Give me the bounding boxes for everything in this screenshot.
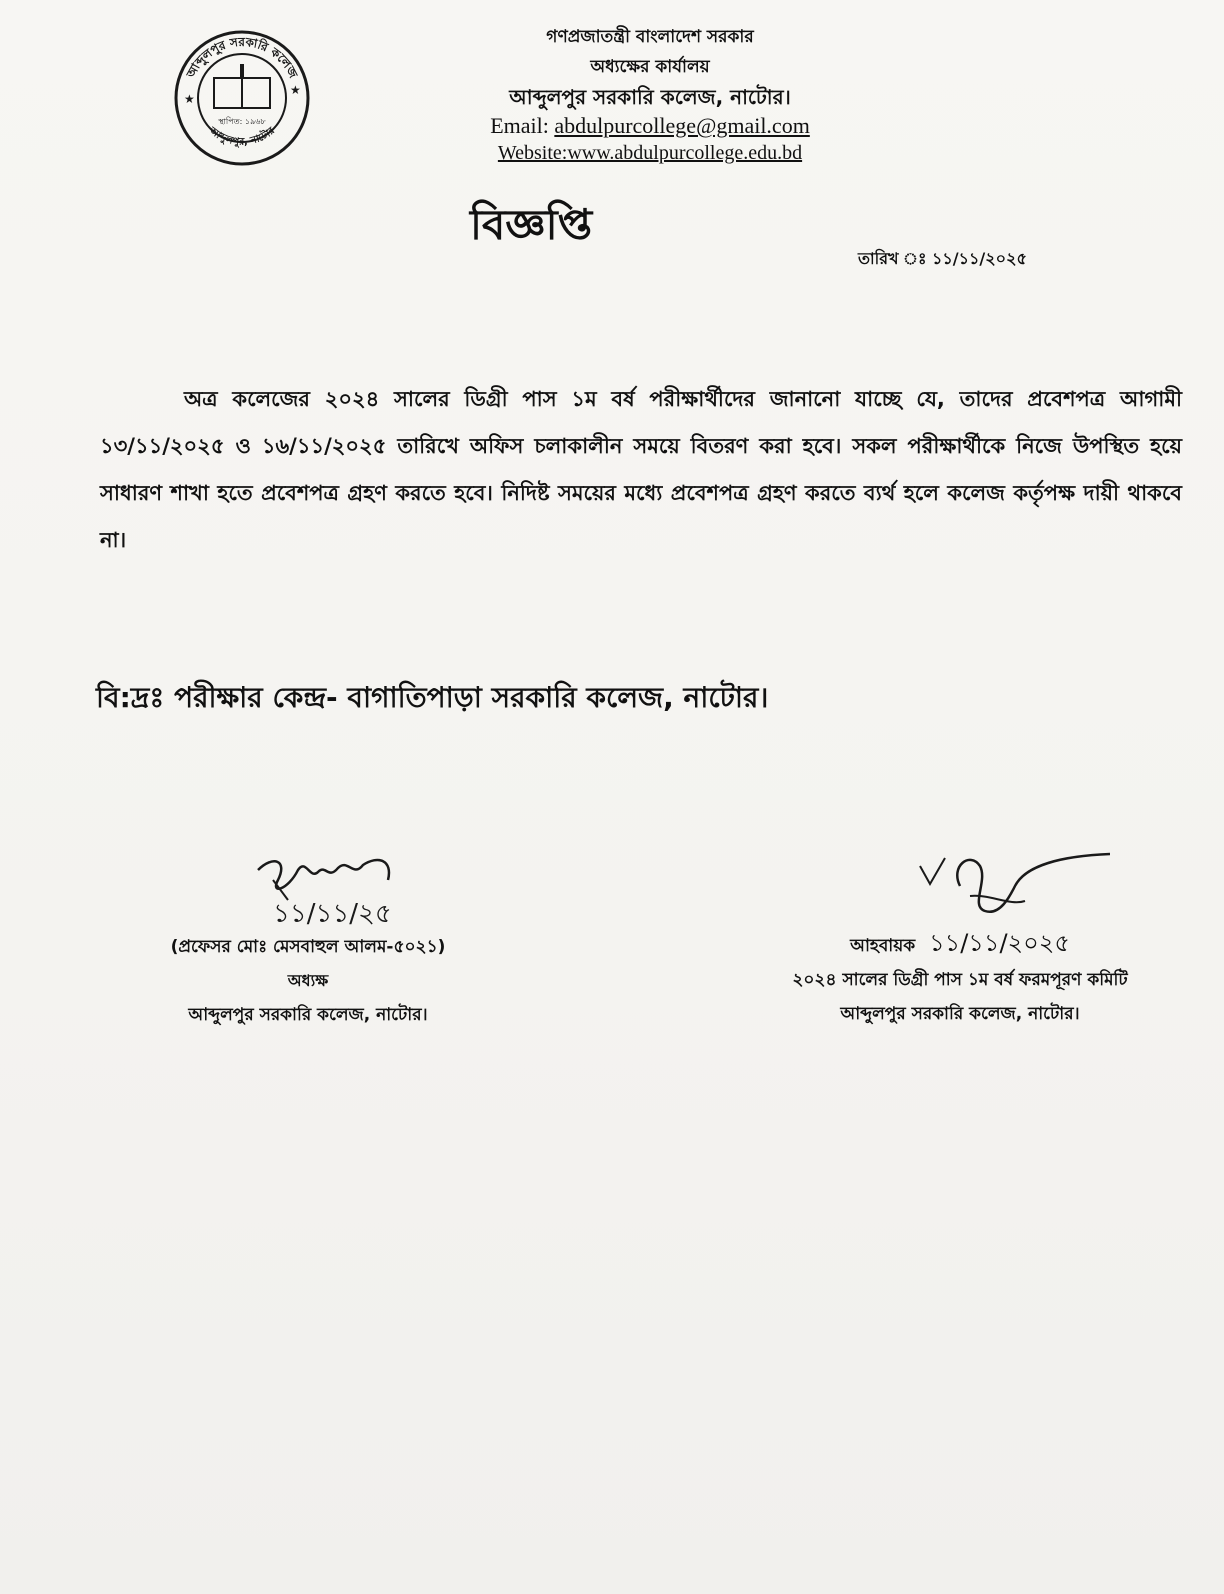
college-seal-icon bbox=[172, 28, 312, 168]
convener-org: আব্দুলপুর সরকারি কলেজ, নাটোর। bbox=[840, 1004, 1080, 1024]
email-label: Email: bbox=[490, 113, 549, 138]
convener-role: আহবায়ক bbox=[850, 936, 916, 956]
website-line: Website:www.abdulpurcollege.edu.bd bbox=[497, 142, 803, 164]
committee-name: ২০২৪ সালের ডিগ্রী পাস ১ম বর্ষ ফরমপূরণ কমিটি bbox=[792, 970, 1128, 990]
notice-date: তারিখ ঃ ১১/১১/২০২৫ bbox=[858, 249, 1027, 268]
svg-text:১১/১১/২৫: ১১/১১/২৫ bbox=[273, 899, 392, 929]
svg-text:★: ★ bbox=[184, 92, 195, 106]
convener-signature-icon bbox=[810, 846, 1110, 926]
principal-signature-icon bbox=[178, 850, 438, 930]
principal-designation: অধ্যক্ষ bbox=[287, 971, 329, 990]
notice-title: বিজ্ঞপ্তি bbox=[470, 200, 593, 249]
email-address: abdulpurcollege@gmail.com bbox=[554, 113, 810, 138]
convener-handwritten-date: ১১/১১/২০২৫ bbox=[929, 929, 1070, 957]
email-line bbox=[440, 112, 860, 140]
principal-signature-block bbox=[128, 850, 488, 1032]
exam-center-note: বি:দ্রঃ পরীক্ষার কেন্দ্র- বাগাতিপাড়া সরকারি কলেজ, নাটোর। bbox=[96, 681, 769, 714]
office-name: অধ্যক্ষের কার্যালয় bbox=[590, 57, 710, 77]
svg-text:স্থাপিত: ১৯৬৮: স্থাপিত: ১৯৬৮ bbox=[218, 117, 266, 126]
svg-text:আব্দুলপুর, নাটোর: আব্দুলপুর, নাটোর bbox=[206, 125, 277, 148]
govt-name: গণপ্রজাতন্ত্রী বাংলাদেশ সরকার bbox=[546, 27, 754, 47]
svg-text:আব্দুলপুর সরকারি কলেজ: আব্দুলপুর সরকারি কলেজ bbox=[183, 34, 301, 81]
college-name: আব্দুলপুর সরকারি কলেজ, নাটোর। bbox=[509, 85, 791, 109]
principal-name: (প্রফেসর মোঃ মেসবাহুল আলম-৫০২১) bbox=[170, 937, 446, 957]
principal-org: আব্দুলপুর সরকারি কলেজ, নাটোর। bbox=[188, 1005, 428, 1025]
convener-role-line bbox=[730, 926, 1190, 963]
notice-body: অত্র কলেজের ২০২৪ সালের ডিগ্রী পাস ১ম বর্ষ পরীক্ষার্থীদের জানানো যাচ্ছে যে, তাদের প্রবেশপত্র আগামী ১৩/১১/২০২৫ ও ১৬/১১/২০২৫ তারিখে অফিস চলাকালীন সময়ে বিতরণ করা হবে। সকল পরীক্ষার্থীকে নিজে উপস্থিত হয়ে সাধারণ শাখা হতে প্রবেশপত্র গ্রহণ করতে হবে। নিদিষ্ট সময়ের মধ্যে প্রবেশপত্র গ্রহণ করতে ব্যর্থ হলে কলেজ কর্তৃপক্ষ দায়ী থাকবে না। bbox=[100, 387, 1182, 552]
letterhead bbox=[440, 22, 860, 166]
svg-text:★: ★ bbox=[290, 83, 301, 97]
convener-signature-block bbox=[730, 846, 1190, 1031]
